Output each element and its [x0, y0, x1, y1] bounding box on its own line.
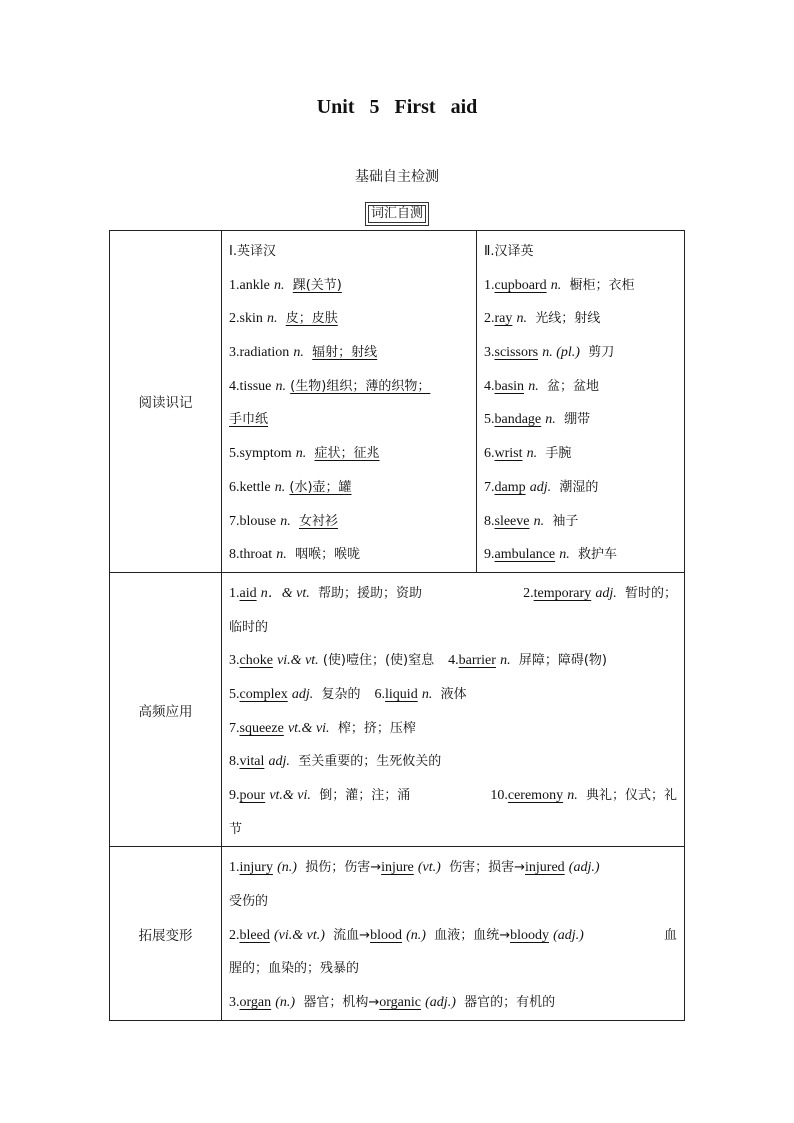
vocab-item: 6.kettle n. (水)壶；罐 — [229, 479, 352, 495]
row-frequent — [110, 572, 685, 847]
row-reading — [110, 231, 685, 573]
vocab-item: 7.squeeze vt.& vi. 榨；挤；压榨 — [229, 720, 416, 736]
word-family-line: 2.bleed (vi.& vt.) 流血→blood (n.) 血液；血统→bloody (adj.) 血 — [229, 927, 677, 943]
vocab-item: 5.symptom n. 症状；征兆 — [229, 446, 380, 462]
vocab-item: 10.ceremony n. 典礼；仪式；礼 — [490, 788, 677, 803]
col1-header: Ⅰ.英译汉 — [229, 244, 276, 259]
frequent-content — [222, 572, 685, 847]
vocab-item: 8.throat n. 咽喉；喉咙 — [229, 547, 361, 563]
vocab-item: 8.vital adj. 至关重要的；生死攸关的 — [229, 754, 442, 770]
col-cn-to-en — [477, 231, 685, 573]
vocab-item-cont: 临时的 — [229, 619, 269, 635]
row-expand — [110, 847, 685, 1020]
expand-content — [222, 847, 685, 1020]
box-label: 词汇自测 — [365, 202, 429, 226]
vocab-item: 4.basin n. 盆；盆地 — [484, 378, 599, 394]
vocab-item: 9.pour vt.& vi. 倒；灌；注；涌 — [229, 788, 411, 803]
page-title: Unit 5 First aid — [316, 96, 478, 118]
vocab-item: 2.ray n. 光线；射线 — [484, 311, 601, 327]
box-label-wrap — [0, 202, 794, 226]
col2-header: Ⅱ.汉译英 — [484, 244, 534, 259]
vocab-item: 9.ambulance n. 救护车 — [484, 547, 618, 563]
vocab-line: 5.complex adj. 复杂的 6.liquid n. 液体 — [229, 686, 467, 702]
vocab-item: 2.skin n. 皮；皮肤 — [229, 311, 338, 327]
vocab-item: 5.bandage n. 绷带 — [484, 412, 591, 428]
vocab-line — [229, 577, 677, 611]
vocab-table — [109, 230, 685, 1021]
vocab-item: 8.sleeve n. 袖子 — [484, 513, 579, 529]
vocab-line — [229, 779, 677, 813]
vocab-item: 7.damp adj. 潮湿的 — [484, 479, 599, 495]
vocab-item: 1.ankle n. 踝(关节) — [229, 277, 342, 293]
section-subtitle: 基础自主检测 — [355, 169, 439, 185]
vocab-item: 6.wrist n. 手腕 — [484, 446, 572, 462]
vocab-item: 3.radiation n. 辐射；射线 — [229, 345, 378, 361]
vocab-item-cont: 手巾纸 — [229, 412, 269, 428]
vocab-item-cont: 节 — [229, 821, 243, 837]
vocab-item: 4.tissue n. (生物)组织；薄的织物； — [229, 378, 431, 394]
vocab-item: 3.scissors n. (pl.) 剪刀 — [484, 345, 615, 361]
word-family-line: 3.organ (n.) 器官；机构→organic (adj.) 器官的；有机的 — [229, 995, 556, 1011]
vocab-line: 3.choke vi.& vt. (使)噎住；(使)窒息 4.barrier n. 屏障；障碍(物) — [229, 653, 607, 669]
section-label-frequent: 高频应用 — [110, 572, 222, 847]
section-label-expand: 拓展变形 — [110, 847, 222, 1020]
word-family-cont: 腥的；血染的；残暴的 — [229, 961, 360, 977]
section-label-reading: 阅读识记 — [110, 231, 222, 573]
word-family-line: 1.injury (n.) 损伤；伤害→injure (vt.) 伤害；损害→injured (adj.) — [229, 860, 600, 876]
col-en-to-cn — [222, 231, 477, 573]
vocab-item: 1.cupboard n. 橱柜；衣柜 — [484, 277, 635, 293]
vocab-item: 7.blouse n. 女衬衫 — [229, 513, 338, 529]
vocab-item: 2.temporary adj. 暂时的； — [523, 585, 677, 601]
vocab-item: 1.aid n．& vt. 帮助；援助；资助 — [229, 585, 423, 601]
word-family-cont: 受伤的 — [229, 894, 269, 910]
